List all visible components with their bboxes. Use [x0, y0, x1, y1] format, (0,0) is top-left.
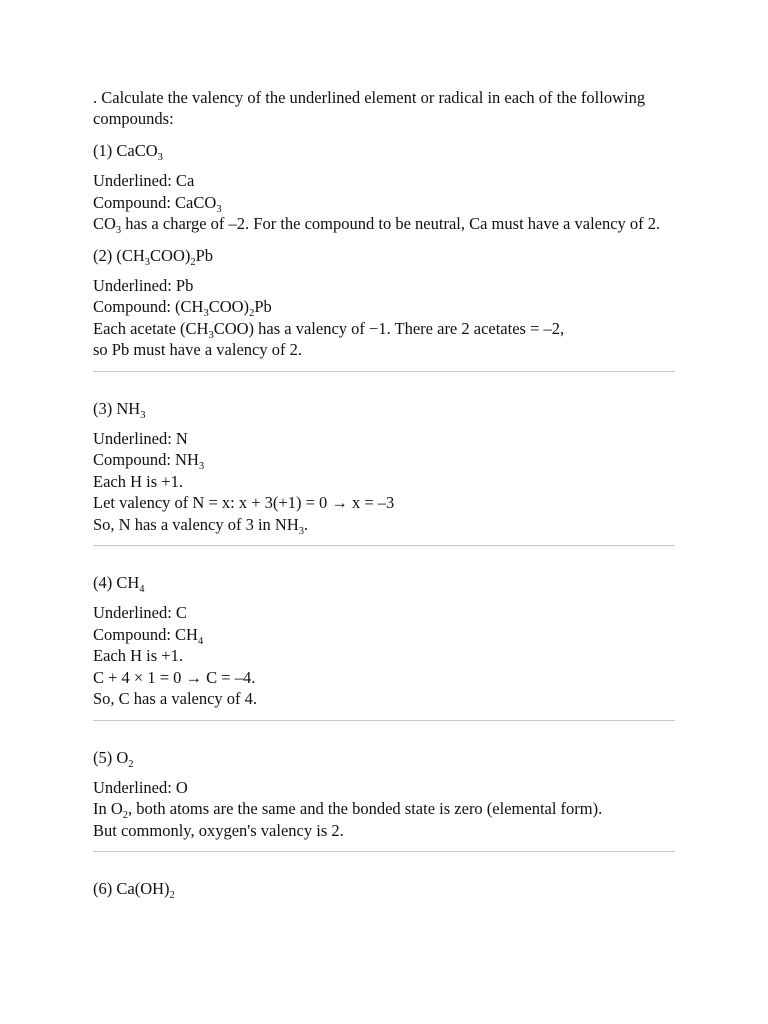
subscript: 2 — [169, 890, 175, 901]
explanation-text: In O — [93, 799, 123, 818]
compound-text: Pb — [254, 297, 272, 316]
question-6-label: (6) Ca(OH) — [93, 879, 170, 898]
question-5-conclusion: But commonly, oxygen's valency is 2. — [93, 820, 344, 840]
question-4-compound — [93, 624, 675, 646]
compound-text: Compound: CaCO — [93, 192, 217, 212]
subscript: 3 — [208, 329, 214, 341]
question-1-underlined: Underlined: Ca — [93, 171, 195, 190]
question-3 — [93, 398, 675, 536]
section-divider — [93, 371, 675, 372]
subscript: 2 — [190, 256, 196, 268]
subscript: 3 — [144, 256, 151, 268]
subscript: 2 — [128, 758, 134, 770]
question-4-heading — [93, 572, 675, 593]
question-5-underlined: Underlined: O — [93, 777, 188, 797]
question-2-compound — [93, 296, 675, 318]
question-4-conclusion: So, C has a valency of 4. — [93, 689, 258, 708]
explanation-text: CO — [93, 214, 116, 233]
subscript: 3 — [298, 525, 305, 537]
explanation-text: . — [304, 514, 309, 534]
question-4-underlined: Underlined: C — [93, 603, 187, 622]
question-2-label: Pb — [195, 245, 214, 265]
subscript: 3 — [140, 409, 146, 421]
compound-text: Compound: NH — [93, 450, 199, 469]
subscript: 2 — [249, 308, 255, 319]
subscript: 4 — [139, 584, 145, 595]
question-2-label: COO) — [150, 245, 191, 265]
question-4-label: (4) CH — [93, 573, 140, 592]
question-3-compound — [93, 449, 675, 471]
subscript: 3 — [198, 461, 205, 472]
question-1-label: (1) CaCO — [93, 141, 158, 160]
question-4-line-1: Each H is +1. — [93, 646, 183, 665]
document-page — [93, 87, 675, 908]
question-4 — [93, 572, 675, 710]
question-3-conclusion — [93, 514, 675, 536]
explanation-text: , both atoms are the same and the bonded state is zero (elemental form). — [128, 799, 603, 818]
question-3-label: (3) NH — [93, 398, 141, 418]
question-3-line-1: Each H is +1. — [93, 471, 183, 491]
compound-text: Compound: (CH — [93, 297, 204, 316]
question-5-label: (5) O — [93, 747, 129, 767]
question-3-heading — [93, 398, 675, 419]
subscript: 2 — [122, 810, 129, 821]
question-1-heading — [93, 140, 675, 161]
question-3-underlined: Underlined: N — [93, 428, 188, 448]
question-1-compound — [93, 192, 675, 214]
section-divider — [93, 720, 675, 721]
subscript: 3 — [157, 152, 163, 163]
explanation-text: has a charge of –2. For the compound to be neutral, Ca must have a valency of 2. — [121, 214, 661, 233]
question-2-label: (2) (CH — [93, 245, 145, 265]
question-6 — [93, 878, 675, 899]
subscript: 3 — [203, 308, 209, 319]
explanation-text: Each acetate (CH — [93, 318, 209, 338]
question-2 — [93, 245, 675, 361]
compound-text: COO) — [208, 297, 250, 316]
question-4-line-2: C + 4 × 1 = 0 → C = –4. — [93, 667, 256, 687]
question-5-explanation — [93, 798, 675, 820]
question-5 — [93, 747, 675, 842]
subscript: 3 — [216, 203, 222, 215]
section-divider — [93, 545, 675, 546]
subscript: 4 — [197, 635, 204, 647]
question-2-heading — [93, 245, 675, 266]
intro-text: . Calculate the valency of the underlined element or radical in each of the following compounds: — [93, 88, 646, 128]
question-2-explanation — [93, 318, 675, 340]
explanation-text: So, N has a valency of 3 in NH — [93, 514, 299, 534]
explanation-text: COO) has a valency of −1. There are 2 acetates = –2, — [213, 318, 565, 338]
section-divider — [93, 851, 675, 852]
question-1 — [93, 140, 675, 235]
question-6-heading — [93, 878, 675, 899]
subscript: 3 — [115, 225, 122, 236]
compound-text: Compound: CH — [93, 624, 198, 644]
question-1-explanation — [93, 213, 675, 235]
question-2-underlined: Underlined: Pb — [93, 275, 194, 295]
question-5-heading — [93, 747, 675, 768]
question-3-line-2: Let valency of N = x: x + 3(+1) = 0 → x = –3 — [93, 493, 395, 512]
question-2-conclusion: so Pb must have a valency of 2. — [93, 340, 302, 359]
